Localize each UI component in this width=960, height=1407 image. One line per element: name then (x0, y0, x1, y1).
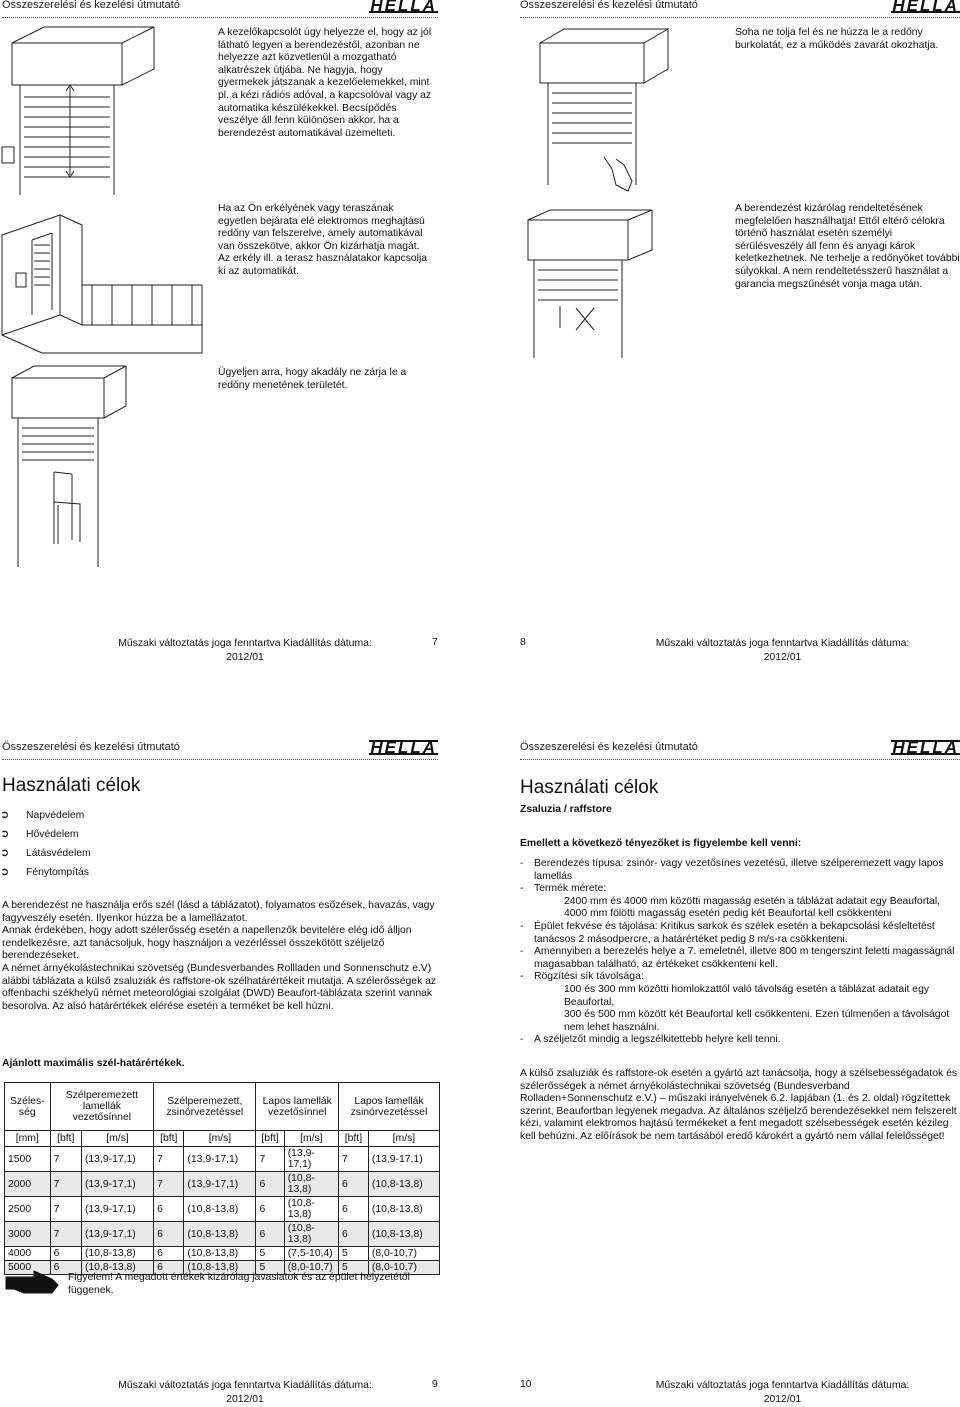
table-row (5, 1247, 440, 1261)
footer-date: 2012/01 (763, 1394, 802, 1405)
table-cell: (13,9-17,1) (81, 1197, 153, 1222)
header-title: Összeszerelési és kezelési útmutató (520, 0, 698, 11)
table-cell: 4000 (5, 1247, 51, 1261)
table-cell: (13,9-17,1) (184, 1147, 256, 1172)
table-cell: 6 (338, 1222, 368, 1247)
table-header-cell: Szélperemezett, zsinórvezetéssel (154, 1083, 256, 1131)
table-cell: (10,8-13,8) (284, 1172, 338, 1197)
table-unit-cell: [m/s] (368, 1131, 439, 1147)
table-row (5, 1222, 440, 1247)
wind-limit-table (4, 1082, 440, 1275)
table-unit-cell: [bft] (154, 1131, 184, 1147)
table-cell: (13,9-17,1) (284, 1147, 338, 1172)
factors-list (520, 858, 960, 1047)
arrow-bullet-icon: ➲ (0, 866, 10, 878)
table-unit-cell: [bft] (50, 1131, 81, 1147)
table-cell: 6 (256, 1172, 284, 1197)
arrow-bullet-icon: ➲ (0, 809, 10, 821)
table-cell: (13,9-17,1) (368, 1147, 439, 1172)
table-cell: 6 (256, 1222, 284, 1247)
table-row (5, 1197, 440, 1222)
page-header (2, 0, 438, 18)
table-cell: (10,8-13,8) (184, 1247, 256, 1261)
distance-line: 100 és 300 mm közötti homlokzattól való távolság esetén a táblázat adatait egy Beaufortal, (564, 983, 930, 1008)
table-cell: 7 (50, 1147, 81, 1172)
hella-logo: HELLA (887, 0, 960, 16)
table-cell: (8,0-10,7) (368, 1261, 439, 1275)
table-cell: (10,8-13,8) (368, 1222, 439, 1247)
arrow-bullet-icon: ➲ (0, 828, 10, 840)
table-row (5, 1147, 440, 1172)
usage-item-label: Fénytompítás (26, 867, 89, 878)
usage-item (0, 846, 91, 859)
factor-item: - Épület fekvése és tájolása: Kritikus sarkok és szélek esetén a bekapcsolási késleltetést tanácsos 2 másodpercre, a határértéket pedig 8 m/s-ra csökkenteni. (520, 921, 960, 946)
factor-item: - A széljelzőt mindig a legszélkitettebb helyre kell tenni. (520, 1034, 960, 1047)
footer-text: Műszaki változtatás joga fenntartva Kiadállítás dátuma: (655, 1380, 910, 1391)
table-cell: (10,8-13,8) (81, 1261, 153, 1275)
factor-item: - Berendezés típusa: zsinór- vagy vezetősínes vezetésű, illetve szélperemezett vagy lapos lamellás (520, 858, 960, 883)
hella-logo: HELLA (365, 0, 438, 16)
page10-footer (600, 1379, 960, 1407)
table-cell: 6 (154, 1222, 184, 1247)
table-cell: 5000 (5, 1261, 51, 1275)
table-cell: (10,8-13,8) (81, 1247, 153, 1261)
page-8 (520, 0, 960, 700)
table-cell: (13,9-17,1) (81, 1172, 153, 1197)
page9-text-block (2, 900, 442, 1013)
table-cell: (8,0-10,7) (284, 1261, 338, 1275)
table-cell: (10,8-13,8) (184, 1197, 256, 1222)
table-cell: (10,8-13,8) (368, 1197, 439, 1222)
obstacle-chair-illustration (2, 362, 132, 572)
page8-paragraph-1: Soha ne tolja fel és ne húzza le a redőny burkolatát, ez a működés zavarát okozhatja. (735, 27, 939, 51)
page-9 (0, 738, 478, 1407)
page-number: 10 (520, 1379, 532, 1390)
table-cell: 2500 (5, 1197, 51, 1222)
table-cell: 6 (154, 1261, 184, 1275)
warning-hand-icon (4, 1267, 60, 1297)
push-cover-illustration (520, 25, 720, 195)
page9-footer (80, 1379, 410, 1407)
table-cell: 6 (50, 1247, 81, 1261)
table-cell: 6 (338, 1172, 368, 1197)
table-cell: 2000 (5, 1172, 51, 1197)
table-cell: (13,9-17,1) (81, 1222, 153, 1247)
table-unit-cell: [m/s] (284, 1131, 338, 1147)
table-cell: 3000 (5, 1222, 51, 1247)
page-header (2, 738, 438, 760)
usage-item-label: Napvédelem (26, 810, 85, 821)
table-unit-cell: [mm] (5, 1131, 51, 1147)
page9-text-1: A berendezést ne használja erős szél (lásd a táblázatot), folyamatos esőzések, havazás, vagy fagyveszély esetén. Ilyenkor húzza be a lamellázatot. (2, 900, 435, 924)
footer-date: 2012/01 (226, 1394, 264, 1405)
footer-text: Műszaki változtatás joga fenntartva Kiadállítás dátuma: (118, 638, 372, 649)
page8-footer (600, 637, 960, 665)
footer-text: Műszaki változtatás joga fenntartva Kiadállítás dátuma: (118, 1380, 372, 1391)
usage-item (0, 808, 84, 821)
table-cell: 7 (154, 1172, 184, 1197)
table-header-cell: Lapos lamellák zsinórvezetéssel (338, 1083, 439, 1131)
page10-subtitle: Zsaluzia / raffstore (520, 804, 612, 815)
footer-date: 2012/01 (226, 652, 264, 663)
table-cell: (10,8-13,8) (284, 1222, 338, 1247)
hella-logo: HELLA (365, 738, 438, 758)
table-cell: (10,8-13,8) (284, 1197, 338, 1222)
page9-text-3: A német árnyékolástechnikai szövetség (Bundesverbandes Rollladen und Sonnenschutz e.V) alábbi táblázata a külső zsaluziák és raffstore-ok szélhatárértékeit mutatja. A szélerősségek az offenbachi székhelyű német meteorológiai szolgálat (DWD) Beaufort-táblázata szerint vannak besorolva. Az alsó határértékek elérése esetén a terméket be kell húzni. (2, 962, 437, 1012)
page10-title: Használati célok (520, 777, 659, 798)
table-cell: 7 (256, 1147, 284, 1172)
table-cell: 5 (338, 1261, 368, 1275)
table-unit-cell: [m/s] (184, 1131, 256, 1147)
usage-item (0, 865, 89, 878)
table-cell: (10,8-13,8) (184, 1222, 256, 1247)
page8-paragraph-2: A berendezést kizárólag rendeltetésének megfelelően használhatja! Ettől eltérő célokra történő használat esetén személyi sérülésveszély áll fenn és anyagi károk keletkezhetnek. Ne terhelje a redőnyöket további súlyokkal. A nem rendeltetésszerű használat a garancia megszűnését vonja maga után. (735, 203, 960, 290)
table-cell: (8,0-10,7) (368, 1247, 439, 1261)
table-note: Figyelem! A megadott értékek kizárólag javaslatok és az épület helyzetétől függenek. (68, 1272, 410, 1296)
table-cell: 6 (154, 1197, 184, 1222)
page-number: 7 (432, 637, 438, 648)
table-cell: 1500 (5, 1147, 51, 1172)
factor-item: - Rögzítési sík távolsága: 100 és 300 mm közötti homlokzattól való távolság esetén a táblázat adatait egy Beaufortal, 300 és 500 mm között két Beaufortal kell csökkenteni. Ezen túlmenően a távolságot nem lehet használni. (520, 971, 960, 1034)
table-cell: (7,5-10,4) (284, 1247, 338, 1261)
usage-item-label: Látásvédelem (26, 848, 91, 859)
header-title: Összeszerelési és kezelési útmutató (2, 741, 180, 753)
table-cell: 6 (256, 1197, 284, 1222)
size-line: 2400 mm és 4000 mm közötti magasság esetén a táblázat adatait egy Beaufortal, (564, 895, 941, 907)
size-line: 4000 mm fölötti magasság esetén pedig két Beaufortal kell csökkenteni (564, 908, 892, 920)
factor-item: - Termék mérete: 2400 mm és 4000 mm közötti magasság esetén a táblázat adatait egy Beaufortal, 4000 mm fölötti magasság esetén pedig két Beaufortal kell csökkenteni (520, 883, 960, 921)
page7-footer (80, 637, 410, 665)
table-title: Ajánlott maximális szél-határértékek. (2, 1058, 185, 1069)
table-cell: (13,9-17,1) (184, 1172, 256, 1197)
shutter-switch-illustration (2, 25, 212, 195)
table-header-cell: Szélperemezett lamellák vezetősínnel (50, 1083, 154, 1131)
table-cell: 5 (256, 1261, 284, 1275)
page-10 (520, 738, 960, 1407)
page10-heading: Emellett a következő tényezőket is figyelembe kell venni: (520, 838, 802, 849)
page7-paragraph-2: Ha az Ön erkélyének vagy teraszának egyetlen bejárata elé elektromos meghajtású redőny van felszerelve, amely automatikával van összekötve, akkor Ön kizárhatja magát. Az erkély ill. a terasz használatakor kapcsolja ki az automatikát. (218, 203, 428, 277)
usage-item (0, 827, 79, 840)
page-header (520, 0, 960, 18)
page9-text-2: Annak érdekében, hogy adott szélerősség esetén a napellenzők bevitelére elég idő álljon rendelkezésre, azt tanácsoljuk, hogy használjon a vezérléssel összekötött széljelző berendezéseket. (2, 925, 412, 962)
header-title: Összeszerelési és kezelési útmutató (520, 741, 698, 753)
arrow-bullet-icon: ➲ (0, 847, 10, 859)
table-cell: 7 (50, 1222, 81, 1247)
usage-item-label: Hővédelem (26, 829, 79, 840)
table-unit-cell: [bft] (256, 1131, 284, 1147)
hella-logo: HELLA (887, 738, 960, 758)
distance-line: 300 és 500 mm között két Beaufortal kell csökkenteni. Ezen túlmenően a távolságot nem lehet használni. (564, 1009, 950, 1033)
footer-text: Műszaki változtatás joga fenntartva Kiadállítás dátuma: (655, 638, 910, 649)
factor-item: - Amennyiben a berezelés helye a 7. emeletnél, illetve 800 m tengerszint feletti magasságnál magasabban található, az értékeket csökkenteni kell. (520, 946, 960, 971)
table-cell: 6 (338, 1197, 368, 1222)
table-cell: 6 (154, 1247, 184, 1261)
table-header-cell: Lapos lamellák vezetősínnel (256, 1083, 339, 1131)
table-cell: (13,9-17,1) (81, 1147, 153, 1172)
table-cell: 7 (50, 1197, 81, 1222)
page7-paragraph-3: Ügyeljen arra, hogy akadály ne zárja le a redőny menetének területét. (218, 367, 407, 391)
table-cell: 7 (154, 1147, 184, 1172)
table-cell: 7 (338, 1147, 368, 1172)
misuse-illustration (520, 208, 720, 358)
table-row (5, 1172, 440, 1197)
page-number: 8 (520, 637, 526, 648)
page-7 (0, 0, 478, 700)
table-cell: 7 (50, 1172, 81, 1197)
table-cell: 5 (256, 1247, 284, 1261)
footer-date: 2012/01 (763, 652, 802, 663)
table-cell: (10,8-13,8) (368, 1172, 439, 1197)
table-cell: (10,8-13,8) (184, 1261, 256, 1275)
table-unit-cell: [bft] (338, 1131, 368, 1147)
page-header (520, 738, 960, 760)
page7-paragraph-1: A kezelőkapcsolót úgy helyezze el, hogy az jól látható legyen a berendezéstől, azonban ne helyezze azt közvetlenül a mozgatható alkatrészek útjába. Ne hagyja, hogy gyermekek játszanak a kezelőelemekkel, mint pl. a kézi rádiós adóval, a kapcsolóval vagy az automatika készülékekkel. Becsípődés veszélye áll fenn különösen akkor, ha a berendezést automatikával üzemelteti. (218, 27, 432, 139)
table-unit-cell: [m/s] (81, 1131, 153, 1147)
table-cell: 5 (338, 1247, 368, 1261)
page9-title: Használati célok (2, 775, 141, 796)
header-title: Összeszerelési és kezelési útmutató (2, 0, 180, 11)
page-number: 9 (432, 1379, 438, 1390)
page10-closing: A külső zsaluziák és raffstore-ok esetén a gyártó azt tanácsolja, hogy a szélsebességadatok és szélerősségek a német árnyékolástechnikai szövetség (Bundesverband Rolladen+Sonnenschutz e.V.) – műszaki irányelvének 6.2. lapjában (1. és 2. oldal) rögzítettek szerint, Beaufortban legyenek megadva. Az általános széljelző berendezésekkel nem felszerelt kézi, valamint elektromos hajtású termékeket a fent megadott szélsebességek esetén kézileg kell behúzni. Az előírások be nem tartásából eredő károkért a gyártó nem vállal felelősséget! (520, 1068, 958, 1142)
table-cell: 6 (50, 1261, 81, 1275)
balcony-lockout-illustration (2, 205, 207, 355)
table-header-cell: Széles-ség (5, 1083, 51, 1131)
